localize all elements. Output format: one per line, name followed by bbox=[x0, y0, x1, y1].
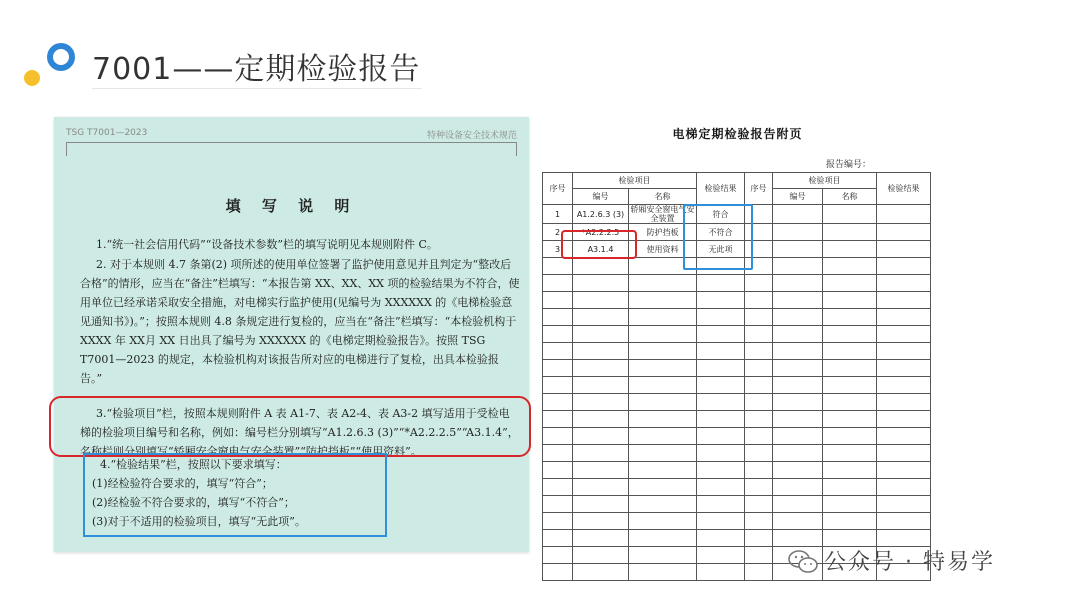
header-rule-tick-right bbox=[516, 142, 517, 156]
table-row-empty bbox=[543, 530, 931, 547]
slide-title: 7001——定期检验报告 bbox=[92, 52, 421, 87]
row-result: 无此项 bbox=[697, 241, 745, 258]
row-name: 使用资料 bbox=[629, 241, 697, 258]
table-row-empty bbox=[543, 343, 931, 360]
table-row-empty bbox=[543, 275, 931, 292]
table-row-empty bbox=[543, 462, 931, 479]
table-row-empty bbox=[543, 394, 931, 411]
standard-category: 特种设备安全技术规范 bbox=[426, 131, 517, 141]
row-name: 防护挡板 bbox=[629, 224, 697, 241]
row-result: 符合 bbox=[697, 205, 745, 224]
row-code: A1.2.6.3 (3) bbox=[573, 205, 629, 224]
row-code: A3.1.4 bbox=[573, 241, 629, 258]
instruction-3: 3.“检验项目”栏，按照本规则附件 A 表 A1-7、表 A2-4、表 A3-2 填写适用于受检电梯的检验项目编号和名称，例如：编号栏分别填写“A1.2.6.3 (3)”“*A2.2.2.5”“A3.1.4”，名称栏则分别填写“轿厢安全窗电气安全装置”“防护挡板”“使用资料”。 bbox=[80, 407, 519, 458]
table-row-empty bbox=[543, 445, 931, 462]
header-result-2: 检验结果 bbox=[877, 173, 931, 205]
report-number-label: 报告编号： bbox=[825, 160, 871, 170]
highlight-result-blue bbox=[683, 204, 753, 270]
watermark-text: 公众号 · 特易学 bbox=[824, 550, 995, 575]
highlight-item-4-blue bbox=[83, 453, 387, 537]
highlight-code-red bbox=[561, 230, 637, 259]
instruction-2: 2. 对于本规则 4.7 条第(2) 项所述的使用单位签署了监护使用意见并且判定为“整改后合格”的情形，应当在“备注”栏填写：“本报告第 XX、XX、XX 项的检验结果为不符合，使用单位已经承诺采取安全措施，对电梯实行监护使用(见编号为 XXXXXX 的《电梯检验意见通知书》)。”；按照本规则 4.8 条规定进行复检的，应当在“备注”栏填写：“本检验机构于 XXXX 年 XX月 XX 日出具了编号为 XXXXXX 的《电梯定期检验报告》。按照 TSG T7001—2023 的规定，本检验机构对该报告所对应的电梯进行了复检，出具本检验报告。” bbox=[80, 258, 520, 385]
document-title: 填 写 说 明 bbox=[225, 197, 358, 215]
report-attachment-page bbox=[540, 117, 935, 527]
table-row-empty bbox=[543, 377, 931, 394]
header-item-2: 检验项目 bbox=[773, 173, 877, 189]
standard-code: TSG T7001—2023 bbox=[66, 128, 148, 138]
row-result: 不符合 bbox=[697, 224, 745, 241]
table-row-empty bbox=[543, 360, 931, 377]
wechat-icon bbox=[788, 549, 818, 575]
row-seq: 1 bbox=[543, 205, 573, 224]
instruction-4-item-2: (2)经检验不符合要求的，填写“不符合”； bbox=[92, 496, 295, 509]
title-divider bbox=[92, 88, 422, 89]
brand-logo-icon bbox=[22, 40, 82, 90]
instruction-4-item-1: (1)经检验符合要求的，填写“符合”； bbox=[92, 477, 273, 490]
row-code: *A2.2.2.5 bbox=[573, 224, 629, 241]
instructions-document bbox=[54, 117, 529, 552]
header-code: 编号 bbox=[573, 189, 629, 205]
header-result: 检验结果 bbox=[697, 173, 745, 205]
row-seq: 3 bbox=[543, 241, 573, 258]
header-seq: 序号 bbox=[543, 173, 573, 205]
highlight-item-3-red bbox=[49, 396, 531, 457]
header-rule bbox=[66, 142, 517, 143]
table-row-empty bbox=[543, 513, 931, 530]
table-row-empty bbox=[543, 428, 931, 445]
table-row-empty bbox=[543, 411, 931, 428]
table-row-empty bbox=[543, 496, 931, 513]
header-rule-tick-left bbox=[66, 142, 67, 156]
instruction-1: 1.“统一社会信用代码”“设备技术参数”栏的填写说明见本规则附件 C。 bbox=[96, 238, 438, 251]
table-row-empty bbox=[543, 479, 931, 496]
header-name-2: 名称 bbox=[823, 189, 877, 205]
instruction-4-item-3: (3)对于不适用的检验项目，填写“无此项”。 bbox=[92, 515, 306, 528]
report-title: 电梯定期检验报告附页 bbox=[672, 127, 803, 141]
table-row-empty bbox=[543, 292, 931, 309]
table-row-empty bbox=[543, 309, 931, 326]
row-name: 轿厢安全窗电气安全装置 bbox=[630, 205, 695, 223]
instruction-4-heading: 4.“检验结果”栏，按照以下要求填写： bbox=[100, 458, 287, 471]
table-row-empty bbox=[543, 326, 931, 343]
row-seq: 2 bbox=[543, 224, 573, 241]
header-item: 检验项目 bbox=[573, 173, 697, 189]
header-code-2: 编号 bbox=[773, 189, 823, 205]
header-seq-2: 序号 bbox=[745, 173, 773, 205]
header-name: 名称 bbox=[629, 189, 697, 205]
